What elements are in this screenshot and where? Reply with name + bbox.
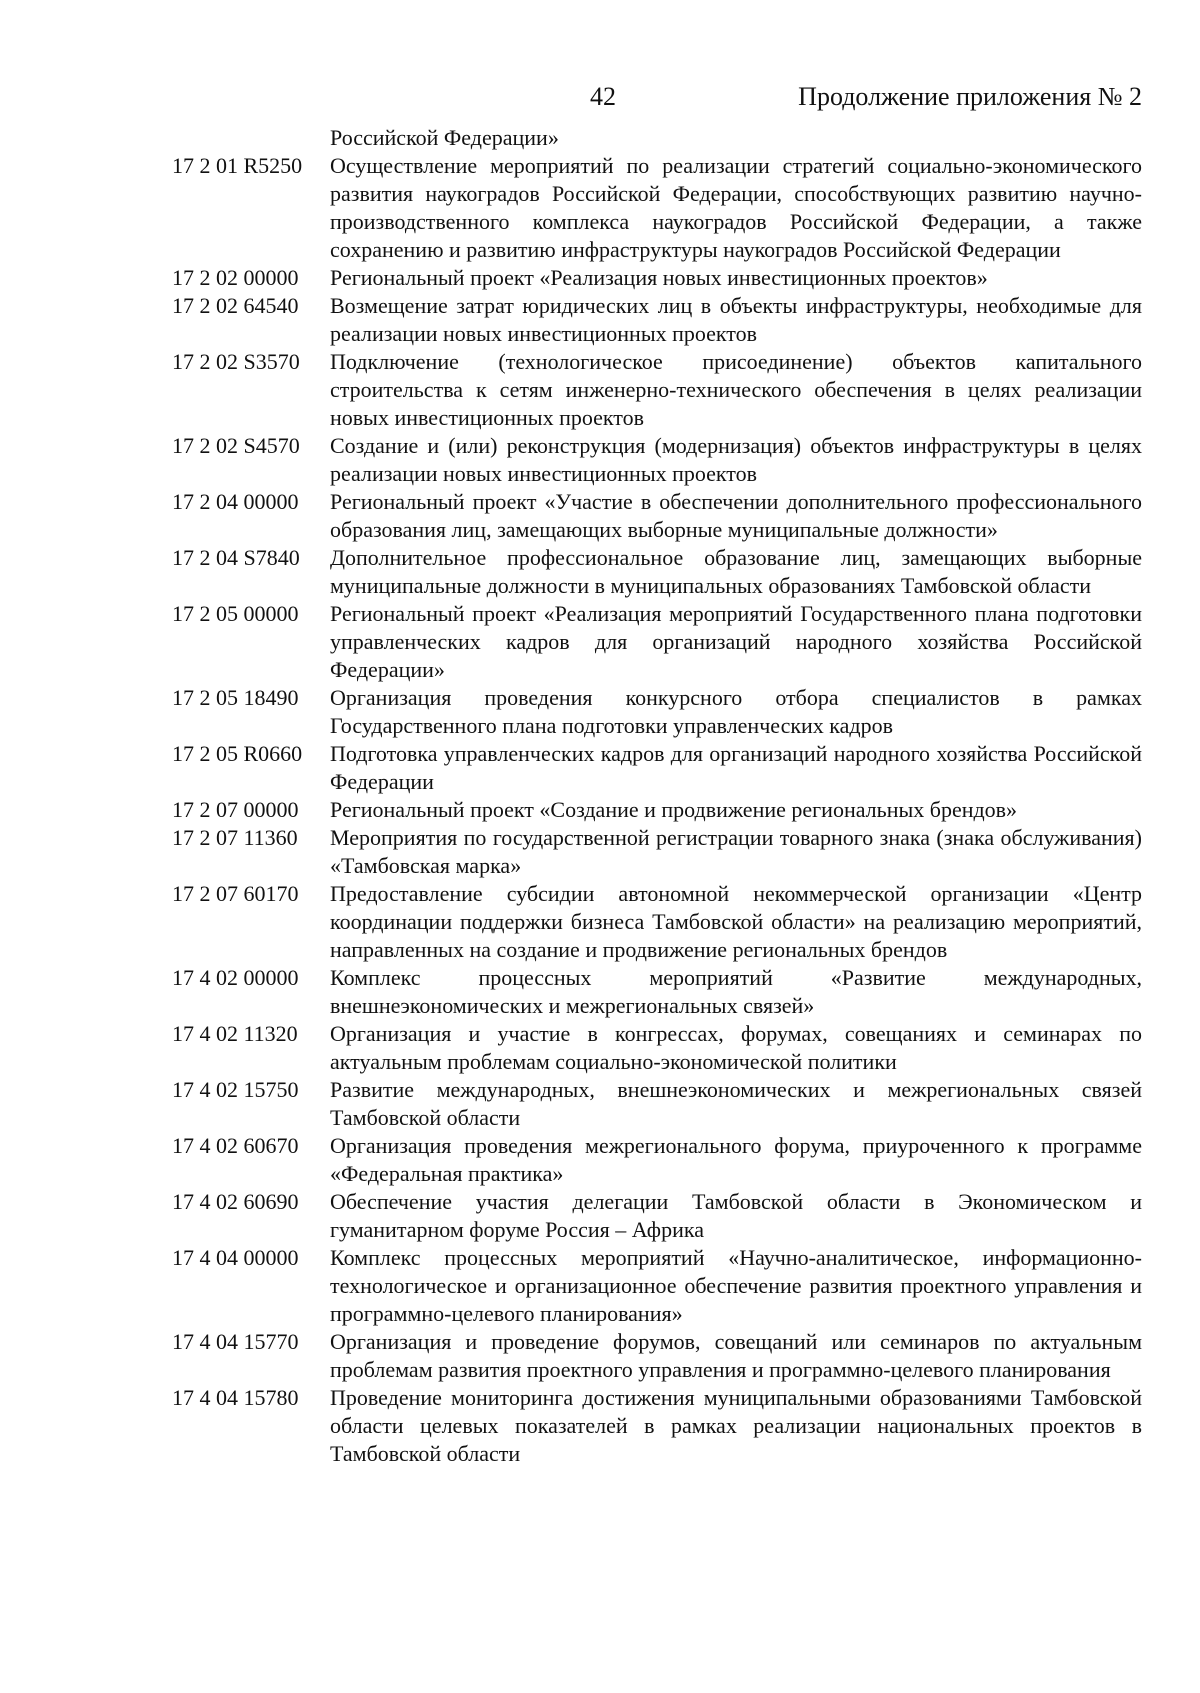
item-code: 17 4 02 60670: [172, 1133, 299, 1158]
item-text: Подготовка управленческих кадров для организаций народного хозяйства Российской Федерации: [330, 741, 1142, 794]
item-text: Региональный проект «Реализация новых инвестиционных проектов»: [330, 265, 988, 290]
item-code: 17 2 07 60170: [172, 881, 299, 906]
item-code: 17 2 07 00000: [172, 797, 299, 822]
list-item: [172, 1244, 1142, 1328]
list-item: [172, 488, 1142, 544]
list-item: [172, 740, 1142, 796]
item-text: Мероприятия по государственной регистрации товарного знака (знака обслуживания) «Тамбовская марка»: [330, 825, 1142, 878]
list-item: [172, 1132, 1142, 1188]
item-code: 17 2 05 00000: [172, 601, 299, 626]
list-item: [172, 152, 1142, 264]
item-code: 17 4 02 11320: [172, 1021, 298, 1046]
item-text: Развитие международных, внешнеэкономических и межрегиональных связей Тамбовской области: [330, 1077, 1142, 1130]
list-item: [172, 348, 1142, 432]
item-text: Комплекс процессных мероприятий «Научно-аналитическое, информационно-технологическое и организационное обеспечение развития проектного управления и программно-целевого планирования»: [330, 1245, 1142, 1326]
item-text: Осуществление мероприятий по реализации стратегий социально-экономического развития наукоградов Российской Федерации, способствующих развитию научно-производственного комплекса наукоградов Российской Федерации, а также сохранению и развитию инфраструктуры наукоградов Российской Федерации: [330, 153, 1142, 262]
item-code: 17 4 02 60690: [172, 1189, 299, 1214]
list-item: [172, 1076, 1142, 1132]
list-item: [172, 264, 1142, 292]
list-item: [172, 600, 1142, 684]
list-item: [172, 824, 1142, 880]
list-item: [172, 796, 1142, 824]
item-code: 17 4 04 15780: [172, 1385, 299, 1410]
list-item: [172, 964, 1142, 1020]
item-text: Дополнительное профессиональное образование лиц, замещающих выборные муниципальные должности в муниципальных образованиях Тамбовской области: [330, 545, 1142, 598]
item-code: 17 4 04 15770: [172, 1329, 299, 1354]
item-text: Предоставление субсидии автономной некоммерческой организации «Центр координации поддержки бизнеса Тамбовской области» на реализацию мероприятий, направленных на создание и продвижение региональных брендов: [330, 881, 1142, 962]
item-code: 17 2 01 R5250: [172, 153, 303, 178]
item-text: Организация проведения межрегионального форума, приуроченного к программе «Федеральная практика»: [330, 1133, 1142, 1186]
item-text: Подключение (технологическое присоединение) объектов капитального строительства к сетям инженерно-технического обеспечения в целях реализации новых инвестиционных проектов: [330, 349, 1142, 430]
item-code: 17 4 04 00000: [172, 1245, 299, 1270]
list-item: [172, 684, 1142, 740]
item-code: 17 2 04 00000: [172, 489, 299, 514]
appendix-title: Продолжение приложения № 2: [798, 82, 1142, 111]
item-text: Создание и (или) реконструкция (модернизация) объектов инфраструктуры в целях реализации новых инвестиционных проектов: [330, 433, 1142, 486]
item-text: Организация и проведение форумов, совещаний или семинаров по актуальным проблемам развития проектного управления и программно-целевого планирования: [330, 1329, 1142, 1382]
item-code: 17 2 02 64540: [172, 293, 299, 318]
page-number: 42: [590, 82, 616, 111]
list-item: [172, 1188, 1142, 1244]
code-list: [172, 124, 1142, 1468]
list-item: [172, 1384, 1142, 1468]
item-text: Региональный проект «Реализация мероприятий Государственного плана подготовки управленческих кадров для организаций народного хозяйства Российской Федерации»: [330, 601, 1142, 682]
item-code: 17 4 02 00000: [172, 965, 299, 990]
item-code: 17 2 05 R0660: [172, 741, 303, 766]
item-text: Возмещение затрат юридических лиц в объекты инфраструктуры, необходимые для реализации новых инвестиционных проектов: [330, 293, 1142, 346]
list-item: [172, 880, 1142, 964]
page-header: [0, 80, 1200, 116]
list-item: [172, 292, 1142, 348]
list-item: [172, 432, 1142, 488]
list-item: [172, 1020, 1142, 1076]
item-text: Организация проведения конкурсного отбора специалистов в рамках Государственного плана подготовки управленческих кадров: [330, 685, 1142, 738]
item-code: 17 2 02 00000: [172, 265, 299, 290]
item-text: Региональный проект «Участие в обеспечении дополнительного профессионального образования лиц, замещающих выборные муниципальные должности»: [330, 489, 1142, 542]
list-item: [172, 1328, 1142, 1384]
item-code: 17 2 02 S3570: [172, 349, 300, 374]
item-text: Проведение мониторинга достижения муниципальными образованиями Тамбовской области целевых показателей в рамках реализации национальных проектов в Тамбовской области: [330, 1385, 1142, 1466]
item-text: Организация и участие в конгрессах, форумах, совещаниях и семинарах по актуальным проблемам социально-экономической политики: [330, 1021, 1142, 1074]
item-text: Комплекс процессных мероприятий «Развитие международных, внешнеэкономических и межрегиональных связей»: [330, 965, 1142, 1018]
item-code: 17 2 07 11360: [172, 825, 298, 850]
item-text: Российской Федерации»: [330, 125, 559, 150]
list-item: [172, 544, 1142, 600]
item-code: 17 2 05 18490: [172, 685, 299, 710]
item-code: 17 2 02 S4570: [172, 433, 300, 458]
list-item: [172, 124, 1142, 152]
item-code: 17 2 04 S7840: [172, 545, 300, 570]
item-text: Региональный проект «Создание и продвижение региональных брендов»: [330, 797, 1018, 822]
item-text: Обеспечение участия делегации Тамбовской области в Экономическом и гуманитарном форуме Россия – Африка: [330, 1189, 1142, 1242]
item-code: 17 4 02 15750: [172, 1077, 299, 1102]
